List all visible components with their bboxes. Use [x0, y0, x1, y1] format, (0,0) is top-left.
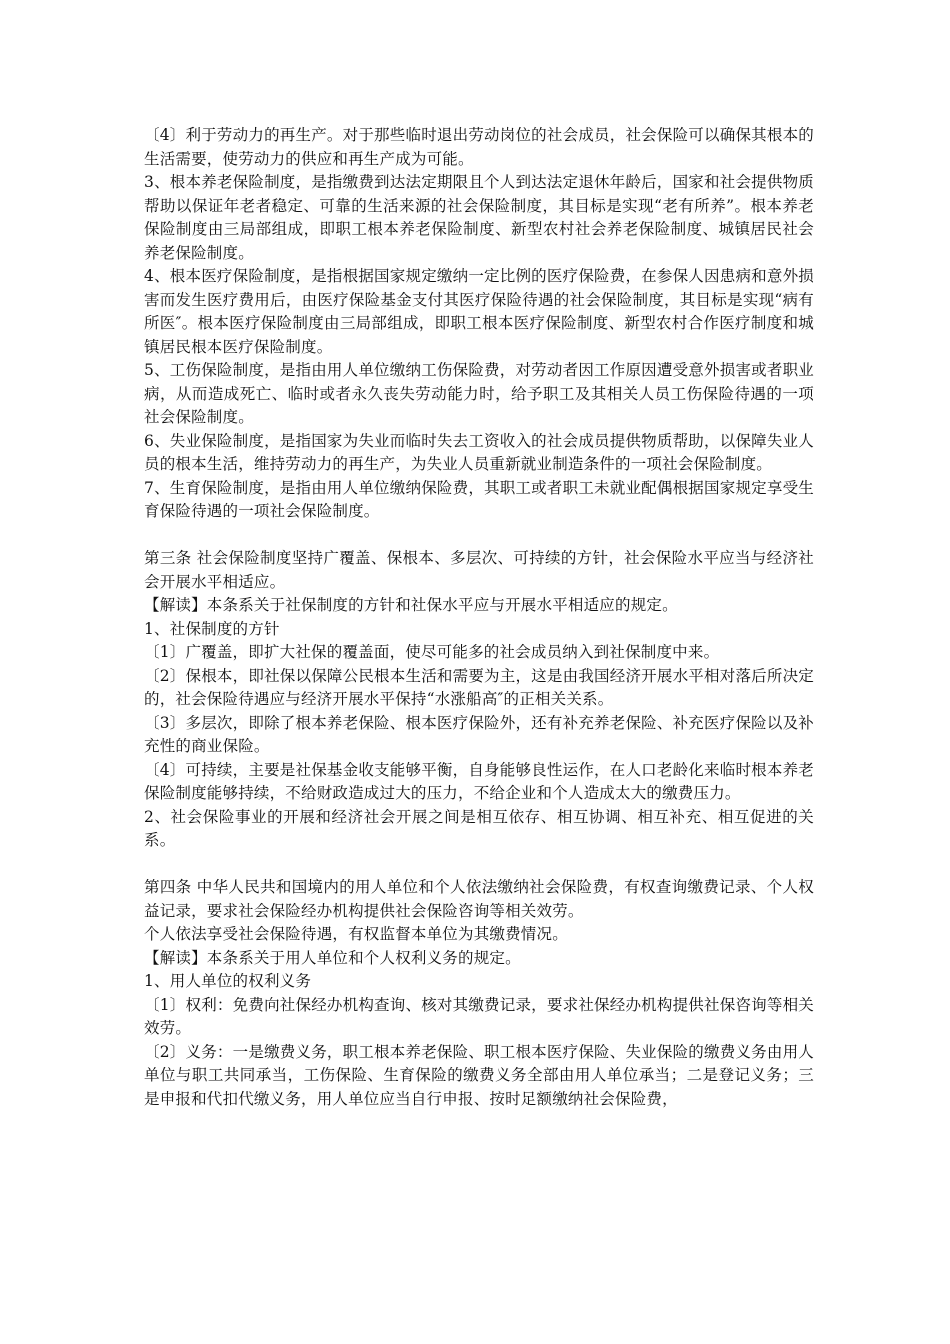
paragraph: 〔4〕利于劳动力的再生产。对于那些临时退出劳动岗位的社会成员，社会保险可以确保其根本的生活需要，使劳动力的供应和再生产成为可能。: [144, 126, 814, 168]
paragraph: 第四条 中华人民共和国境内的用人单位和个人依法缴纳社会保险费，有权查询缴费记录、个人权益记录，要求社会保险经办机构提供社会保险咨询等相关效劳。: [144, 878, 814, 920]
paragraph: 〔3〕多层次，即除了根本养老保险、根本医疗保险外，还有补充养老保险、补充医疗保险以及补充性的商业保险。: [144, 713, 814, 755]
paragraph: 个人依法享受社会保险待遇，有权监督本单位为其缴费情况。: [144, 925, 568, 943]
paragraph: 2、社会保险事业的开展和经济社会开展之间是相互依存、相互协调、相互补充、相互促进的关系。: [144, 807, 814, 849]
paragraph: 【解读】本条系关于社保制度的方针和社保水平应与开展水平相适应的规定。: [144, 596, 678, 614]
paragraph-spacer: [144, 853, 814, 877]
paragraph: 〔2〕保根本，即社保以保障公民根本生活和需要为主，这是由我国经济开展水平相对落后所决定的，社会保险待遇应与经济开展水平保持“水涨船高″的正相关关系。: [144, 666, 814, 708]
paragraph: 6、失业保险制度，是指国家为失业而临时失去工资收入的社会成员提供物质帮助，以保障失业人员的根本生活，维持劳动力的再生产，为失业人员重新就业制造条件的一项社会保险制度。: [144, 431, 814, 473]
paragraph: 1、社保制度的方针: [144, 619, 280, 638]
paragraph: 〔2〕义务：一是缴费义务，职工根本养老保险、职工根本医疗保险、失业保险的缴费义务由用人单位与职工共同承当，工伤保险、生育保险的缴费义务全部由用人单位承当；二是登记义务；三是申报和代扣代缴义务，用人单位应当自行申报、按时足额缴纳社会保险费，: [144, 1042, 814, 1108]
paragraph: 第三条 社会保险制度坚持广覆盖、保根本、多层次、可持续的方针，社会保险水平应当与经济社会开展水平相适应。: [144, 549, 814, 591]
paragraph: 3、根本养老保险制度，是指缴费到达法定期限且个人到达法定退休年龄后，国家和社会提供物质帮助以保证年老者稳定、可靠的生活来源的社会保险制度，其目标是实现“老有所养”。根本养老保险制度由三局部组成，即职工根本养老保险制度、新型农村社会养老保险制度、城镇居民社会养老保险制度。: [144, 173, 814, 262]
paragraph: 〔4〕可持续，主要是社保基金收支能够平衡，自身能够良性运作，在人口老龄化来临时根本养老保险制度能够持续，不给财政造成过大的压力，不给企业和个人造成太大的缴费压力。: [144, 760, 814, 802]
paragraph: 4、根本医疗保险制度，是指根据国家规定缴纳一定比例的医疗保险费，在参保人因患病和意外损害而发生医疗费用后，由医疗保险基金支付其医疗保险待遇的社会保险制度，其目标是实现“病有所医″。根本医疗保险制度由三局部组成，即职工根本医疗保险制度、新型农村合作医疗制度和城镇居民根本医疗保险制度。: [144, 267, 814, 356]
document-body: [144, 124, 814, 1111]
paragraph-spacer: [144, 524, 814, 548]
paragraph: 5、工伤保险制度，是指由用人单位缴纳工伤保险费，对劳动者因工作原因遭受意外损害或者职业病，从而造成死亡、临时或者永久丧失劳动能力时，给予职工及其相关人员工伤保险待遇的一项社会保险制度。: [144, 361, 814, 426]
paragraph: 〔1〕广覆盖，即扩大社保的覆盖面，使尽可能多的社会成员纳入到社保制度中来。: [144, 643, 720, 661]
paragraph: 7、生育保险制度，是指由用人单位缴纳保险费，其职工或者职工未就业配偶根据国家规定享受生育保险待遇的一项社会保险制度。: [144, 478, 814, 520]
paragraph: 〔1〕权利：免费向社保经办机构查询、核对其缴费记录，要求社保经办机构提供社保咨询等相关效劳。: [144, 995, 814, 1037]
paragraph: 1、用人单位的权利义务: [144, 972, 312, 990]
paragraph: 【解读】本条系关于用人单位和个人权利义务的规定。: [144, 948, 521, 967]
